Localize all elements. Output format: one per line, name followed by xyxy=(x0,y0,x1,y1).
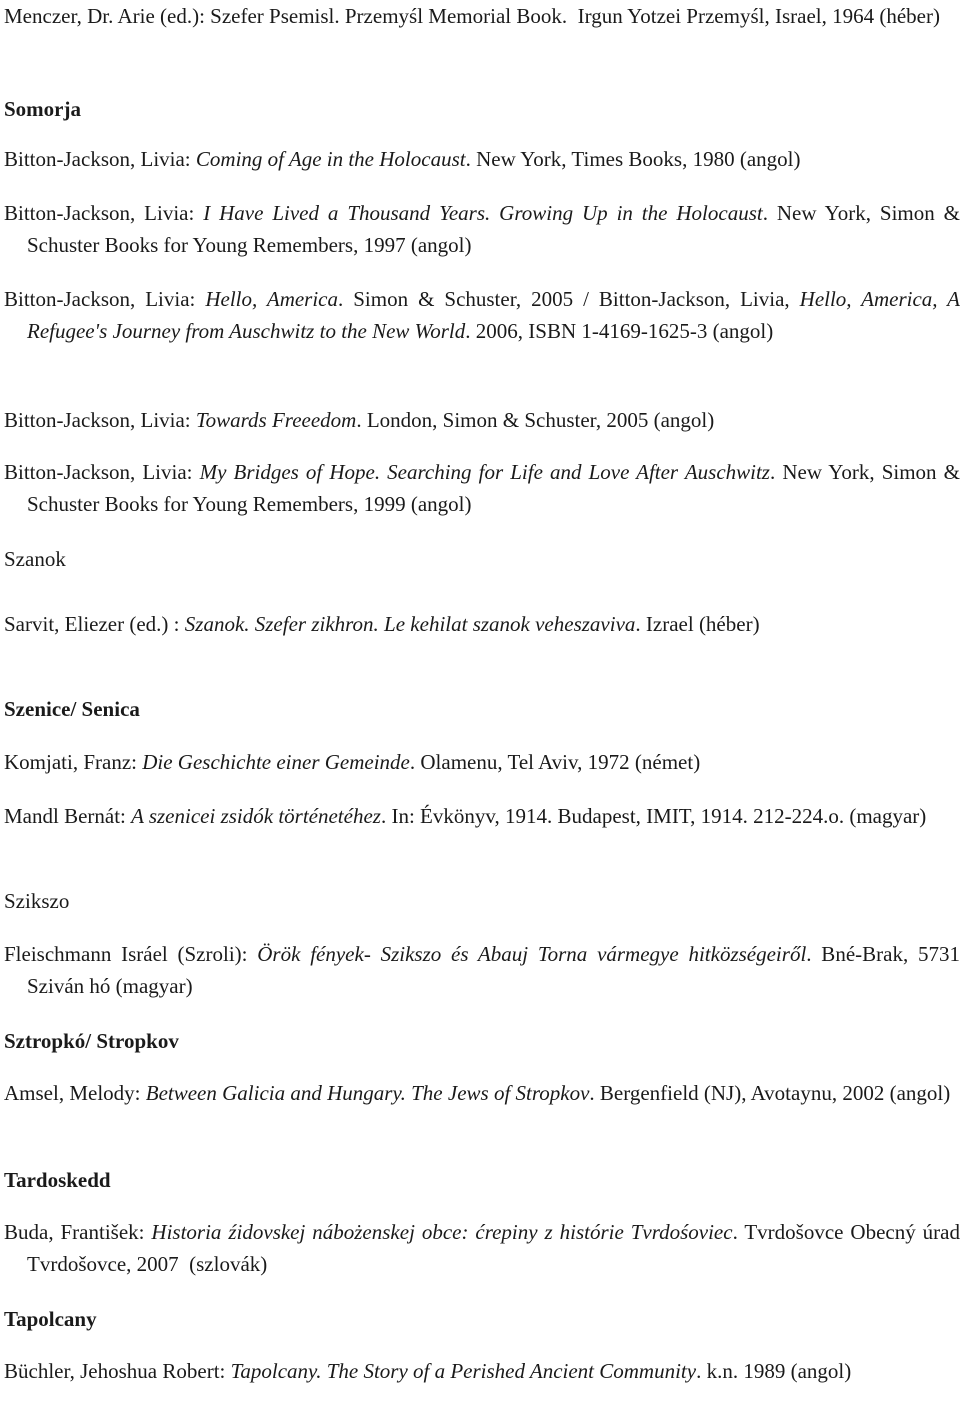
book-title: Örök fények- Szikszo és Abauj Torna vármegye hitközségeiről xyxy=(257,942,807,966)
book-title: I Have Lived a Thousand Years. Growing Up in the Holocaust xyxy=(203,201,763,225)
bibliography-entry: Bitton-Jackson, Livia: Coming of Age in the Holocaust. New York, Times Books, 1980 (angol) xyxy=(4,147,801,171)
bibliography-entry: Fleischmann Isráel (Szroli): Örök fények- Szikszo és Abauj Torna vármegye hitközségeiről. Bné-Brak, 5731 Sziván hó (magyar) xyxy=(4,942,960,998)
book-title: Die Geschichte einer Gemeinde xyxy=(142,750,410,774)
bibliography-entry: Komjati, Franz: Die Geschichte einer Gemeinde. Olamenu, Tel Aviv, 1972 (német) xyxy=(4,750,701,774)
bibliography-entry: Mandl Bernát: A szenicei zsidók történetéhez. In: Évkönyv, 1914. Budapest, IMIT, 1914. 212-224.o. (magyar) xyxy=(4,804,927,828)
section-heading: Szanok xyxy=(4,547,66,571)
bibliography-entry: Bitton-Jackson, Livia: I Have Lived a Thousand Years. Growing Up in the Holocaust. New York, Simon & Schuster Books for Young Remembers, 1997 (angol) xyxy=(4,201,960,257)
section-heading: Szenice/ Senica xyxy=(4,697,140,721)
book-title: My Bridges of Hope. Searching for Life and Love After Auschwitz xyxy=(199,460,770,484)
bibliography-entry: Büchler, Jehoshua Robert: Tapolcany. The Story of a Perished Ancient Community. k.n. 1989 (angol) xyxy=(4,1359,852,1383)
section-heading: Somorja xyxy=(4,97,81,121)
section-heading: Tardoskedd xyxy=(4,1168,111,1192)
book-title: Between Galicia and Hungary. The Jews of Stropkov xyxy=(145,1081,590,1105)
book-title: Coming of Age in the Holocaust xyxy=(195,147,466,171)
book-title: Hello, America xyxy=(205,287,339,311)
bibliography-entry xyxy=(4,0,960,32)
bibliography-entry: Bitton-Jackson, Livia: Towards Freeedom. London, Simon & Schuster, 2005 (angol) xyxy=(4,408,715,432)
book-title: Hello, America, A Refugee's Journey from Auschwitz to the New World xyxy=(27,287,960,343)
entry-text: Menczer, Dr. Arie (ed.): Szefer Psemisl. Przemyśl Memorial Book. Irgun Yotzei Przemyśl, Israel, 1964 (héber) xyxy=(4,4,940,28)
bibliography-entry: Buda, František: Historia źidovskej nábożenskej obce: ćrepiny z histórie Tvrdośoviec. Tvrdošovce Obecný úrad Tvrdošovce, 2007 (szlovák) xyxy=(4,1220,960,1276)
bibliography-entry: Bitton-Jackson, Livia: Hello, America. Simon & Schuster, 2005 / Bitton-Jackson, Livia, Hello, America, A Refugee's Journey from Auschwitz to the New World. 2006, ISBN 1-4169-1625-3 (angol) xyxy=(4,283,960,347)
bibliography-entry: Bitton-Jackson, Livia: My Bridges of Hope. Searching for Life and Love After Auschwitz. New York, Simon & Schuster Books for Young Remembers, 1999 (angol) xyxy=(4,460,960,516)
book-title: Tapolcany. The Story of a Perished Ancient Community xyxy=(230,1359,697,1383)
book-title: Historia źidovskej nábożenskej obce: ćrepiny z histórie Tvrdośoviec xyxy=(151,1220,733,1244)
section-heading: Sztropkó/ Stropkov xyxy=(4,1029,179,1053)
section-heading: Tapolcany xyxy=(4,1307,97,1331)
section-heading: Szikszo xyxy=(4,889,70,913)
bibliography-entry: Sarvit, Eliezer (ed.) : Szanok. Szefer zikhron. Le kehilat szanok veheszaviva. Izrael (héber) xyxy=(4,612,760,636)
book-title: Towards Freeedom xyxy=(195,408,357,432)
book-title: A szenicei zsidók történetéhez xyxy=(131,804,381,828)
bibliography-entry: Amsel, Melody: Between Galicia and Hungary. The Jews of Stropkov. Bergenfield (NJ), Avotaynu, 2002 (angol) xyxy=(4,1081,951,1105)
book-title: Szanok. Szefer zikhron. Le kehilat szanok veheszaviva xyxy=(184,612,636,636)
